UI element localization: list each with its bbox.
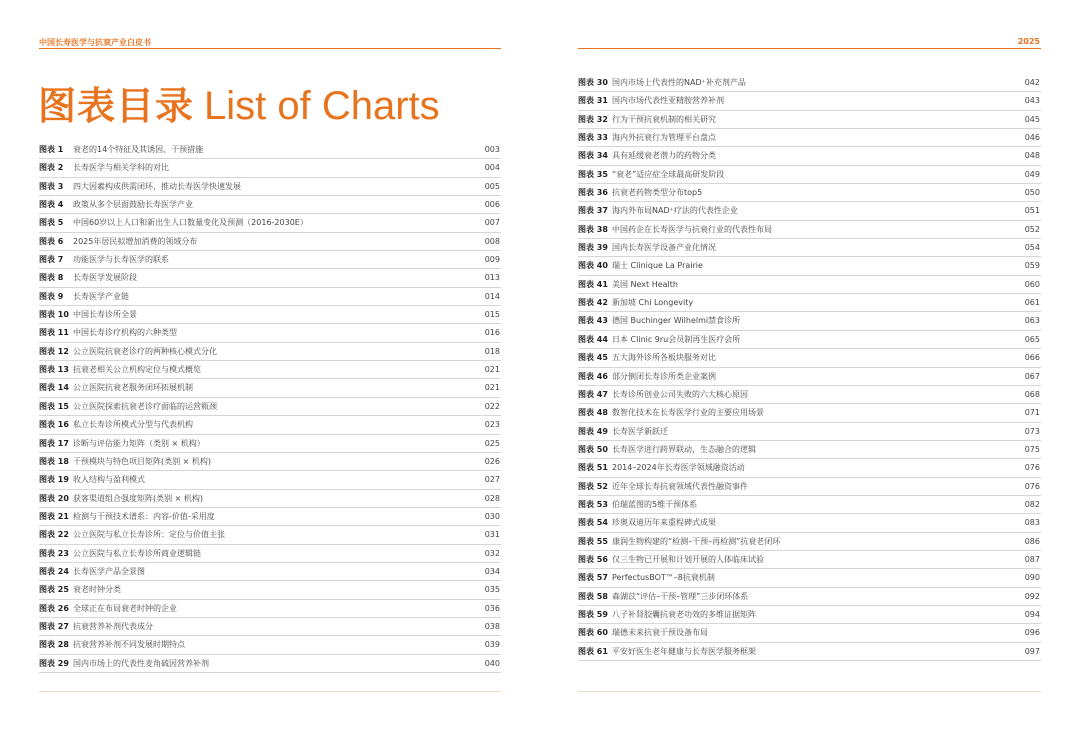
toc-entry-title: 长寿医学发展阶段 — [73, 273, 137, 283]
toc-entry-label: 图表 53 — [578, 499, 608, 509]
toc-entry[interactable] — [578, 386, 1041, 404]
toc-entry-title: 德国 Buchinger Wilhelmi禁食诊所 — [612, 316, 741, 326]
toc-entry[interactable] — [578, 331, 1041, 349]
toc-entry[interactable] — [39, 233, 501, 251]
toc-entry-label: 图表 58 — [578, 591, 608, 601]
toc-entry-page: 054 — [1024, 243, 1040, 253]
toc-entry-page: 061 — [1024, 298, 1040, 308]
toc-entry-label: 图表 59 — [578, 609, 608, 619]
toc-entry[interactable] — [578, 92, 1041, 110]
toc-entry[interactable] — [39, 453, 501, 471]
toc-entry[interactable] — [39, 618, 501, 636]
toc-entry[interactable] — [39, 398, 501, 416]
toc-entry-page: 028 — [484, 493, 500, 503]
toc-entry-label: 图表 61 — [578, 646, 608, 656]
toc-entry[interactable] — [39, 435, 501, 453]
toc-entry-title: 长寿医学进行跨界联动，生态融合的逻辑 — [612, 444, 756, 454]
toc-entry-page: 045 — [1024, 114, 1040, 124]
toc-entry-label: 图表 22 — [39, 530, 69, 540]
toc-entry[interactable] — [39, 288, 501, 306]
toc-entry-title: 公立医院与私立长寿诊所商业逻辑链 — [73, 548, 201, 558]
toc-entry-label: 图表 14 — [39, 383, 69, 393]
page-title-en: List of Charts — [204, 84, 440, 128]
toc-entry-title: 收入结构与盈利模式 — [73, 475, 145, 485]
toc-entry-page: 023 — [484, 420, 500, 430]
header-rule-left — [39, 48, 501, 49]
toc-entry-page: 050 — [1024, 188, 1040, 198]
toc-entry-title: 抗衰营养补剂不同发展时期特点 — [73, 640, 185, 650]
toc-entry-page: 008 — [484, 236, 500, 246]
page-title-zh: 图表目录 — [38, 84, 195, 128]
toc-entry-page: 015 — [484, 310, 500, 320]
toc-entry[interactable] — [39, 379, 501, 397]
toc-entry-page: 092 — [1024, 591, 1040, 601]
toc-entry-label: 图表 17 — [39, 438, 69, 448]
toc-entry-page: 052 — [1024, 224, 1040, 234]
toc-entry-label: 图表 37 — [578, 206, 608, 216]
toc-entry-title: 行为干预抗衰机制的相关研究 — [612, 114, 716, 124]
toc-entry-page: 025 — [484, 438, 500, 448]
toc-entry-page: 009 — [484, 255, 500, 265]
toc-entry-title: 抗衰营养补剂代表成分 — [73, 621, 153, 631]
toc-entry[interactable] — [578, 423, 1041, 441]
toc-entry[interactable] — [578, 129, 1041, 147]
toc-entry-title: 国内市场代表性亚精胺营养补剂 — [612, 96, 724, 106]
toc-entry-title: 海内外布局NAD⁺疗法的代表性企业 — [612, 206, 738, 216]
toc-entry[interactable] — [39, 545, 501, 563]
toc-entry[interactable] — [578, 441, 1041, 459]
toc-entry-page: 087 — [1024, 554, 1040, 564]
toc-entry-page: 082 — [1024, 499, 1040, 509]
toc-entry[interactable] — [578, 312, 1041, 330]
toc-entry-title: 公立医院与私立长寿诊所：定位与价值主张 — [73, 530, 225, 540]
toc-entry-label: 图表 6 — [39, 236, 64, 246]
toc-entry-title: 公立医院抗衰老服务闭环拓展机制 — [73, 383, 193, 393]
toc-entry-label: 图表 52 — [578, 481, 608, 491]
toc-entry-page: 073 — [1024, 426, 1040, 436]
toc-entry-label: 图表 56 — [578, 554, 608, 564]
toc-entry-label: 图表 50 — [578, 444, 608, 454]
toc-entry[interactable] — [578, 533, 1041, 551]
toc-entry[interactable] — [578, 239, 1041, 257]
toc-entry-label: 图表 5 — [39, 218, 64, 228]
toc-entry-title: 抗衰老相关公立机构定位与模式概览 — [73, 365, 201, 375]
toc-entry-label: 图表 20 — [39, 493, 69, 503]
toc-entry-title: 长寿诊所创业公司失败的六大核心原因 — [612, 389, 748, 399]
toc-entry[interactable] — [578, 111, 1041, 129]
footer-rule-right — [578, 691, 1041, 692]
toc-entry[interactable] — [578, 459, 1041, 477]
toc-entry[interactable] — [578, 184, 1041, 202]
toc-entry-title: 功能医学与长寿医学的联系 — [73, 255, 169, 265]
toc-entry[interactable] — [39, 563, 501, 581]
toc-entry-page: 097 — [1024, 646, 1040, 656]
toc-entry-label: 图表 42 — [578, 298, 608, 308]
toc-entry[interactable] — [578, 606, 1041, 624]
toc-entry[interactable] — [578, 624, 1041, 642]
toc-entry-page: 075 — [1024, 444, 1040, 454]
toc-entry-title: 长寿医学产品全景图 — [73, 566, 145, 576]
toc-entry-label: 图表 29 — [39, 658, 69, 668]
toc-entry[interactable] — [578, 74, 1041, 92]
header-year: 2025 — [1017, 37, 1040, 46]
toc-entry[interactable] — [39, 196, 501, 214]
toc-entry-page: 031 — [484, 530, 500, 540]
toc-entry-page: 003 — [484, 145, 500, 154]
toc-entry-title: 检测与干预技术谱系：内容-价值-采用度 — [73, 511, 215, 521]
toc-entry-title: 长寿医学产业链 — [73, 291, 129, 301]
toc-entry-page: 018 — [484, 346, 500, 356]
toc-entry-label: 图表 31 — [578, 96, 608, 106]
toc-entry-label: 图表 48 — [578, 408, 608, 418]
toc-entry-page: 027 — [484, 475, 500, 485]
toc-entry-page: 071 — [1024, 408, 1040, 418]
toc-entry-title: 2025年居民拟增加消费的领域分布 — [73, 236, 198, 246]
toc-entry[interactable] — [578, 202, 1041, 220]
toc-entry-page: 076 — [1024, 463, 1040, 473]
toc-entry-page: 006 — [484, 200, 500, 210]
toc-entry-title: PerfectusBOT™–8抗衰机制 — [612, 573, 715, 583]
toc-entry-page: 060 — [1024, 279, 1040, 289]
toc-entry-label: 图表 10 — [39, 310, 69, 320]
toc-entry-label: 图表 26 — [39, 603, 69, 613]
toc-entry[interactable] — [578, 551, 1041, 569]
toc-entry-page: 094 — [1024, 609, 1040, 619]
toc-entry[interactable] — [39, 269, 501, 287]
toc-entry-label: 图表 3 — [39, 181, 64, 191]
toc-entry-page: 032 — [484, 548, 500, 558]
toc-entry-page: 086 — [1024, 536, 1040, 546]
toc-entry[interactable] — [39, 636, 501, 654]
toc-entry[interactable] — [39, 178, 501, 196]
toc-entry-label: 图表 27 — [39, 621, 69, 631]
toc-entry-label: 图表 45 — [578, 353, 608, 363]
toc-entry-page: 063 — [1024, 316, 1040, 326]
toc-entry-label: 图表 51 — [578, 463, 608, 473]
toc-entry-label: 图表 47 — [578, 389, 608, 399]
toc-entry[interactable] — [578, 276, 1041, 294]
page-title — [38, 78, 440, 142]
toc-entry-page: 096 — [1024, 628, 1040, 638]
toc-entry-title: 日本 Clinic 9ru会员制再生医疗会所 — [612, 334, 741, 344]
toc-entry[interactable] — [578, 478, 1041, 496]
toc-entry-page: 048 — [1024, 151, 1040, 161]
toc-entry-label: 图表 16 — [39, 420, 69, 430]
toc-entry-label: 图表 46 — [578, 371, 608, 381]
toc-entry-page: 030 — [484, 511, 500, 521]
toc-entry-title: 政策从多个层面鼓励长寿医学产业 — [73, 200, 193, 210]
toc-entry-page: 066 — [1024, 353, 1040, 363]
header-rule-right — [578, 48, 1041, 49]
toc-entry-label: 图表 1 — [39, 145, 64, 154]
toc-entry[interactable] — [578, 166, 1041, 184]
toc-entry-label: 图表 43 — [578, 316, 608, 326]
toc-entry-title: 森湖苡“评估–干预–管理”三步闭环体系 — [612, 591, 749, 601]
toc-entry-page: 014 — [484, 291, 500, 301]
toc-entry[interactable] — [39, 343, 501, 361]
toc-entry[interactable] — [39, 600, 501, 618]
toc-entry-page: 005 — [484, 181, 500, 191]
toc-entry[interactable] — [39, 324, 501, 342]
toc-entry-label: 图表 36 — [578, 188, 608, 198]
toc-entry-title: 长寿医学与相关学科的对比 — [73, 163, 169, 173]
chart-list-right — [578, 74, 1041, 661]
toc-entry[interactable] — [39, 361, 501, 379]
toc-entry-page: 021 — [484, 383, 500, 393]
toc-entry-title: 获客渠道组合强度矩阵(类别 × 机构) — [73, 493, 204, 503]
toc-entry-label: 图表 13 — [39, 365, 69, 375]
toc-entry-title: 新加坡 Chi Longevity — [612, 298, 694, 308]
toc-entry-page: 040 — [484, 658, 500, 668]
toc-entry-title: 平安好医生老年健康与长寿医学服务框架 — [612, 646, 756, 656]
toc-entry-label: 图表 57 — [578, 573, 608, 583]
toc-entry-label: 图表 32 — [578, 114, 608, 124]
toc-entry-page: 016 — [484, 328, 500, 338]
toc-entry-label: 图表 28 — [39, 640, 69, 650]
toc-entry-title: 中国药企在长寿医学与抗衰行业的代表性布局 — [612, 224, 772, 234]
toc-entry-page: 068 — [1024, 389, 1040, 399]
toc-entry-page: 021 — [484, 365, 500, 375]
toc-entry-title: 长寿医学新跃迁 — [612, 426, 668, 436]
toc-entry-label: 图表 2 — [39, 163, 64, 173]
toc-entry-label: 图表 11 — [39, 328, 69, 338]
toc-entry-label: 图表 8 — [39, 273, 64, 283]
toc-entry-title: 海内外抗衰行为管理平台盘点 — [612, 133, 716, 143]
toc-entry-label: 图表 41 — [578, 279, 608, 289]
toc-entry-page: 043 — [1024, 96, 1040, 106]
toc-entry-page: 013 — [484, 273, 500, 283]
toc-entry-label: 图表 34 — [578, 151, 608, 161]
toc-entry-title: 具有延缓衰老潜力的药物分类 — [612, 151, 716, 161]
toc-entry-label: 图表 18 — [39, 456, 69, 466]
toc-entry-label: 图表 15 — [39, 401, 69, 411]
toc-entry-label: 图表 60 — [578, 628, 608, 638]
toc-entry-title: 中国长寿诊疗机构的六种类型 — [73, 328, 177, 338]
toc-entry-label: 图表 44 — [578, 334, 608, 344]
header-left-title: 中国长寿医学与抗衰产业白皮书 — [39, 38, 151, 47]
toc-entry[interactable] — [578, 569, 1041, 587]
toc-entry-title: 五大海外诊所各板块服务对比 — [612, 353, 716, 363]
toc-entry-page: 046 — [1024, 133, 1040, 143]
toc-entry-label: 图表 55 — [578, 536, 608, 546]
toc-entry-page: 004 — [484, 163, 500, 173]
toc-entry-label: 图表 38 — [578, 224, 608, 234]
toc-entry[interactable] — [39, 581, 501, 599]
toc-entry[interactable] — [39, 508, 501, 526]
toc-entry-title: 衰老时钟分类 — [73, 585, 121, 595]
toc-entry-title: 美国 Next Health — [612, 279, 678, 289]
toc-entry-label: 图表 23 — [39, 548, 69, 558]
toc-entry[interactable] — [578, 147, 1041, 165]
toc-entry[interactable] — [578, 404, 1041, 422]
toc-entry-page: 065 — [1024, 334, 1040, 344]
toc-entry-title: 公立医院抗衰老诊疗的两种核心模式分化 — [73, 346, 217, 356]
toc-entry-title: 抗衰老药物类型分布top5 — [612, 188, 703, 198]
toc-entry-title: 诊断与评估能力矩阵（类别 × 机构） — [73, 438, 205, 448]
toc-entry[interactable] — [578, 496, 1041, 514]
toc-entry-page: 007 — [484, 218, 500, 228]
toc-entry[interactable] — [39, 214, 501, 232]
toc-entry-title: 2014–2024年长寿医学领域融资活动 — [612, 463, 745, 473]
toc-entry-title: 近年全球长寿抗衰领域代表性融资事件 — [612, 481, 748, 491]
toc-entry-page: 038 — [484, 621, 500, 631]
toc-entry-title: 国内长寿医学设备产业化情况 — [612, 243, 716, 253]
toc-entry-title: 瑞士 Clinique La Prairie — [612, 261, 703, 271]
toc-entry-title: 国内市场上代表性的NAD⁺补充剂产品 — [612, 78, 746, 87]
toc-entry-page: 035 — [484, 585, 500, 595]
toc-entry-page: 034 — [484, 566, 500, 576]
toc-entry-label: 图表 7 — [39, 255, 64, 265]
toc-entry[interactable] — [578, 349, 1041, 367]
toc-entry[interactable] — [39, 141, 501, 159]
toc-entry-title: 珍奥双迪历年来重程碑式成果 — [612, 518, 716, 528]
toc-entry-page: 049 — [1024, 169, 1040, 179]
toc-entry[interactable] — [578, 514, 1041, 532]
toc-entry-label: 图表 24 — [39, 566, 69, 576]
toc-entry[interactable] — [39, 490, 501, 508]
toc-entry-title: 伯瑞蓝图的5维干预体系 — [612, 499, 698, 509]
toc-entry-title: 中国长寿诊所全景 — [73, 310, 137, 320]
toc-entry-label: 图表 4 — [39, 200, 64, 210]
toc-entry-page: 036 — [484, 603, 500, 613]
toc-entry[interactable] — [39, 471, 501, 489]
toc-entry-page: 067 — [1024, 371, 1040, 381]
toc-entry-label: 图表 19 — [39, 475, 69, 485]
toc-entry-page: 090 — [1024, 573, 1040, 583]
toc-entry[interactable] — [578, 294, 1041, 312]
toc-entry[interactable] — [39, 526, 501, 544]
toc-entry-title: 国内市场上的代表性麦角硫因营养补剂 — [73, 658, 209, 668]
toc-entry-title: 全球正在布局衰老时钟的企业 — [73, 603, 177, 613]
toc-entry-label: 图表 49 — [578, 426, 608, 436]
chart-list-left — [39, 141, 501, 673]
toc-entry[interactable] — [578, 368, 1041, 386]
toc-entry-label: 图表 33 — [578, 133, 608, 143]
toc-entry[interactable] — [578, 221, 1041, 239]
toc-entry-title: 八子补肾胶囊抗衰老功效的多维证据矩阵 — [612, 609, 756, 619]
toc-entry-label: 图表 40 — [578, 261, 608, 271]
toc-entry-title: 衰老的14个特征及其诱因、干预措施 — [73, 145, 204, 154]
toc-entry-title: 仅三生物已开展和计划开展的人体临床试验 — [612, 554, 764, 564]
toc-entry[interactable] — [39, 251, 501, 269]
toc-entry-page: 051 — [1024, 206, 1040, 216]
toc-entry-label: 图表 30 — [578, 78, 608, 87]
toc-entry-title: 瑞德未来抗衰干预设备布局 — [612, 628, 708, 638]
toc-entry[interactable] — [39, 306, 501, 324]
toc-entry-label: 图表 21 — [39, 511, 69, 521]
toc-entry[interactable] — [39, 416, 501, 434]
toc-entry[interactable] — [39, 159, 501, 177]
toc-entry-page: 083 — [1024, 518, 1040, 528]
toc-entry-label: 图表 54 — [578, 518, 608, 528]
toc-entry-title: “衰老”适应症全球最高研发阶段 — [612, 169, 725, 179]
toc-entry-label: 图表 35 — [578, 169, 608, 179]
toc-entry-page: 042 — [1024, 78, 1040, 87]
toc-entry-title: 康润生物构建的“检测–干预–再检测”抗衰老闭环 — [612, 536, 781, 546]
toc-entry-label: 图表 39 — [578, 243, 608, 253]
footer-rule-left — [39, 691, 501, 692]
toc-entry[interactable] — [578, 643, 1041, 661]
toc-entry-title: 干预模块与特色项目矩阵(类别 × 机构) — [73, 456, 212, 466]
toc-entry-label: 图表 9 — [39, 291, 64, 301]
toc-entry-title: 中国60岁以上人口和新出生人口数量变化及预测（2016-2030E） — [73, 218, 308, 228]
toc-entry-title: 公立医院探索抗衰老诊疗面临的运营瓶颈 — [73, 401, 217, 411]
toc-entry-title: 私立长寿诊所模式分型与代表机构 — [73, 420, 193, 430]
toc-entry-page: 039 — [484, 640, 500, 650]
toc-entry[interactable] — [39, 655, 501, 673]
toc-entry-page: 022 — [484, 401, 500, 411]
toc-entry-title: 四大因素构成供需闭环，推动长寿医学快速发展 — [73, 181, 241, 191]
toc-entry-page: 076 — [1024, 481, 1040, 491]
toc-entry-label: 图表 25 — [39, 585, 69, 595]
toc-entry[interactable] — [578, 588, 1041, 606]
toc-entry-label: 图表 12 — [39, 346, 69, 356]
toc-entry-title: 部分倒闭长寿诊所类企业案例 — [612, 371, 716, 381]
toc-entry-page: 026 — [484, 456, 500, 466]
toc-entry[interactable] — [578, 257, 1041, 275]
toc-entry-title: 数智化技术在长寿医学行业的主要应用场景 — [612, 408, 764, 418]
toc-entry-page: 059 — [1024, 261, 1040, 271]
